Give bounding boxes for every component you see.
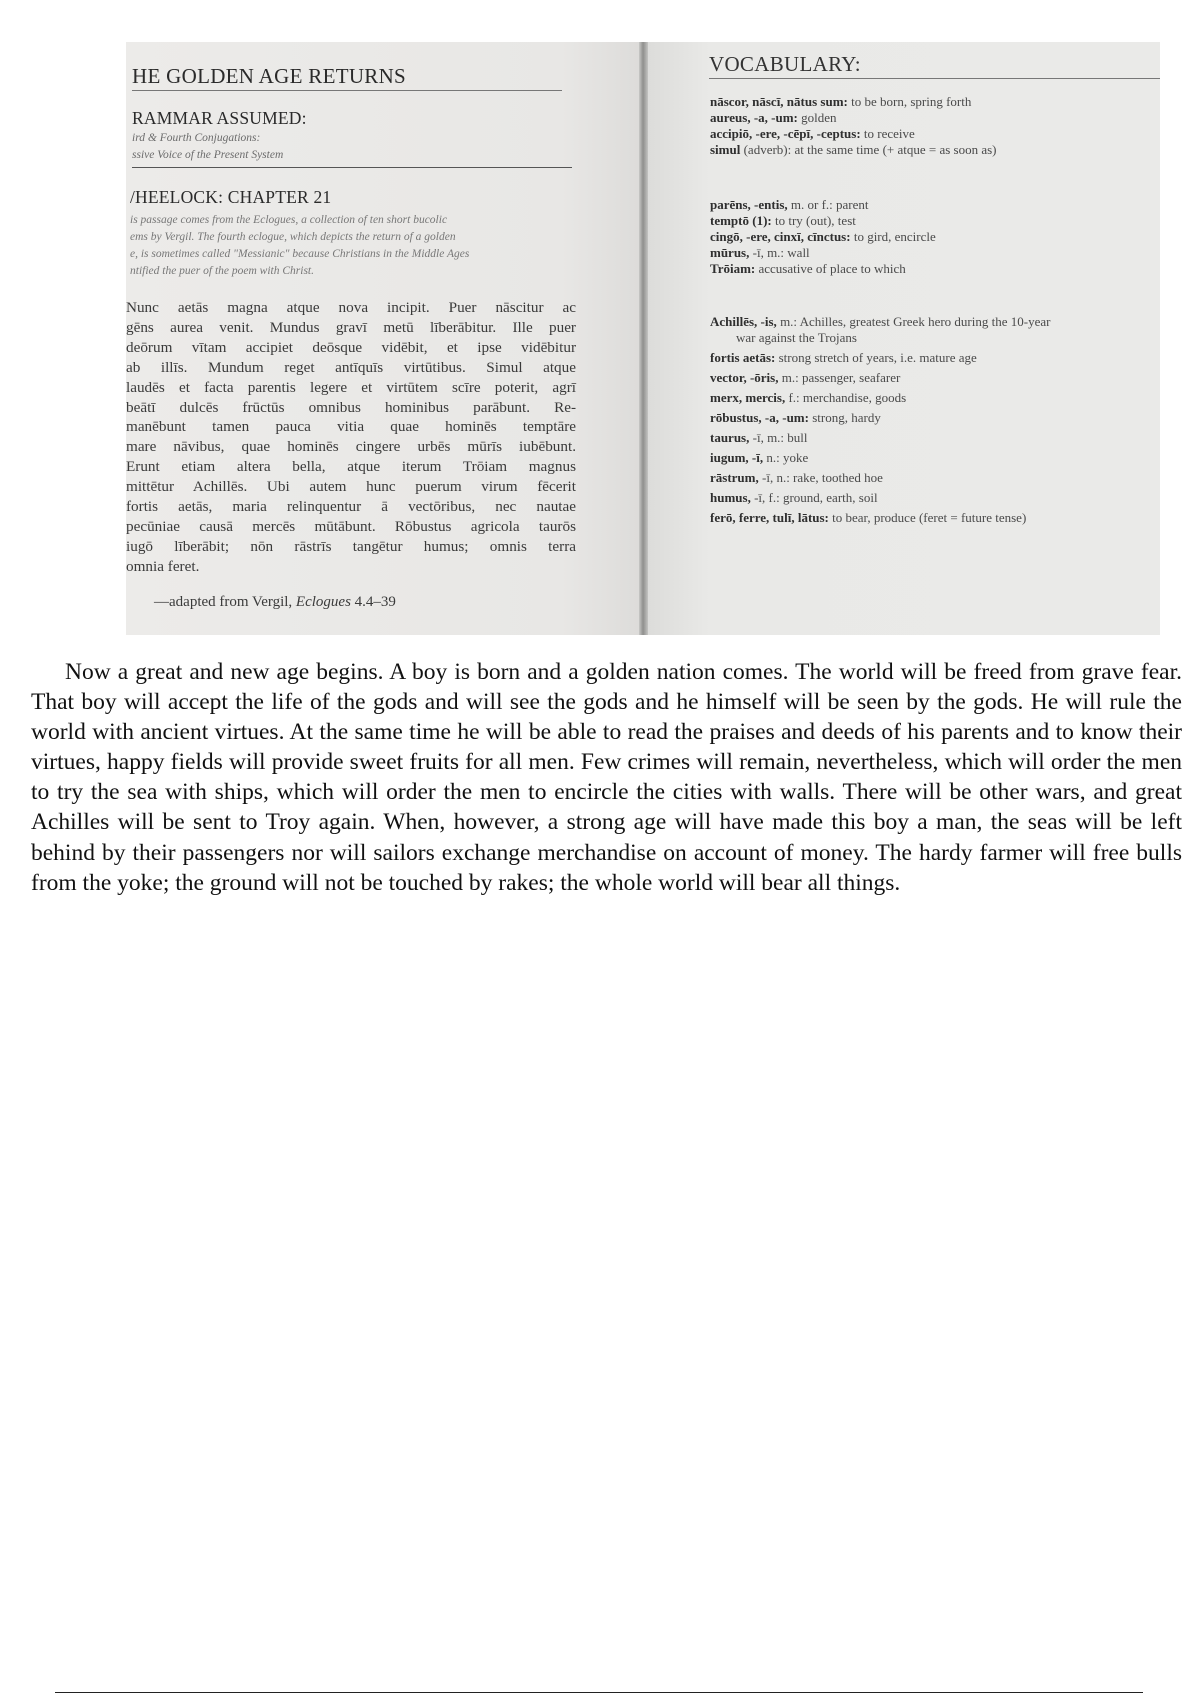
vocab-definition: golden xyxy=(797,110,837,125)
vocab-headword: aureus, -a, -um: xyxy=(710,110,798,125)
vocab-headword: Achillēs, -is, xyxy=(710,314,777,329)
vocab-definition: to be born, spring forth xyxy=(847,94,972,109)
vocabulary-entry xyxy=(710,229,1150,245)
latin-passage xyxy=(126,298,576,577)
latin-line: manēbunt tamen pauca vitia quae hominēs temptāre xyxy=(126,418,576,436)
citation-prefix: —adapted from Vergil, xyxy=(154,594,296,610)
vocabulary-rule xyxy=(709,78,1160,79)
vocabulary-entry xyxy=(710,245,1150,261)
vocab-headword: temptō (1): xyxy=(710,213,772,228)
vocabulary-entry xyxy=(710,470,1150,486)
vocab-headword: mūrus, xyxy=(710,245,750,260)
vocab-headword: ferō, ferre, tulī, lātus: xyxy=(710,510,829,525)
vocabulary-entry xyxy=(710,110,1150,126)
latin-line: laudēs et facta parentis legere et virtūtem scīre poterit, agrī xyxy=(126,378,576,396)
vocab-definition: f.: merchandise, goods xyxy=(785,390,907,405)
left-page xyxy=(126,42,639,635)
latin-line: fortis aetās, maria relinquentur ā vectōribus, nec nautae xyxy=(126,498,576,516)
vocab-headword: merx, mercis, xyxy=(710,390,786,405)
right-page xyxy=(648,42,1160,635)
textbook-photo xyxy=(126,42,1160,635)
vocab-headword: nāscor, nāscī, nātus sum: xyxy=(710,94,848,109)
vocab-definition: n.: yoke xyxy=(763,450,809,465)
vocab-headword: humus, xyxy=(710,490,751,505)
intro-line: ntified the puer of the poem with Christ. xyxy=(130,265,314,277)
vocab-definition-continued: war against the Trojans xyxy=(736,330,857,345)
vocab-headword: simul xyxy=(710,142,741,157)
vocab-definition: -ī, n.: rake, toothed hoe xyxy=(758,470,883,485)
vocab-headword: rāstrum, xyxy=(710,470,759,485)
book-spine xyxy=(639,42,648,635)
vocabulary-entry xyxy=(710,390,1150,406)
latin-line: ab illīs. Mundum reget antīquīs virtūtibus. Simul atque xyxy=(126,358,576,376)
section-rule xyxy=(132,167,572,168)
citation-work: Eclogues xyxy=(295,594,351,610)
vocab-definition: to receive xyxy=(860,126,915,141)
vocab-headword: fortis aetās: xyxy=(710,350,776,365)
latin-line: mittētur Achillēs. Ubi autem hunc puerum virum fēcerit xyxy=(126,478,576,496)
latin-line: gēns aurea venit. Mundus gravī metū līberābitur. Ille puer xyxy=(126,318,576,336)
vocab-definition: m.: Achilles, greatest Greek hero during the 10-year xyxy=(776,314,1051,329)
citation-lines: 4.4–39 xyxy=(350,594,396,610)
latin-line: Erunt etiam altera bella, atque iterum Trōiam magnus xyxy=(126,458,576,476)
vocabulary-entry xyxy=(710,142,1150,158)
vocabulary-entry xyxy=(710,94,1150,110)
page-title: HE GOLDEN AGE RETURNS xyxy=(132,64,407,88)
vocab-definition: accusative of place to which xyxy=(755,261,906,276)
grammar-item: ird & Fourth Conjugations: xyxy=(132,132,261,144)
vocab-definition: -ī, m.: wall xyxy=(749,245,810,260)
vocabulary-entry xyxy=(710,430,1150,446)
vocab-definition: to try (out), test xyxy=(771,213,856,228)
vocabulary-entry xyxy=(710,213,1150,229)
intro-line: ems by Vergil. The fourth eclogue, which depicts the return of a golden xyxy=(130,231,456,243)
vocab-headword: taurus, xyxy=(710,430,750,445)
english-translation: Now a great and new age begins. A boy is born and a golden nation comes. The world will be freed from grave fear. That boy will accept the life of the gods and will see the gods and he himself will be seen by the gods. He will rule the world with ancient virtues. At the same time he will be able to read the praises and deeds of his parents and to know their virtues, happy fields will provide sweet fruits for all men. Few crimes will remain, nevertheless, which will order the men to try the sea with ships, which will order the men to encircle the cities with walls. There will be other wars, and great Achilles will be sent to Troy again. When, however, a strong age will have made this boy a man, the seas will be left behind by their passengers nor will sailors exchange merchandise on account of money. The hardy farmer will free bulls from the yoke; the ground will not be touched by rakes; the whole world will bear all things. xyxy=(31,659,1182,896)
vocabulary-title: VOCABULARY: xyxy=(709,52,861,76)
grammar-heading: RAMMAR ASSUMED: xyxy=(132,108,307,128)
vocabulary-entry xyxy=(710,450,1150,466)
vocab-headword: cingō, -ere, cinxī, cīnctus: xyxy=(710,229,851,244)
latin-line: Nunc aetās magna atque nova incipit. Puer nāscitur ac xyxy=(126,299,576,316)
vocab-definition: (adverb): at the same time (+ atque = as soon as) xyxy=(740,142,997,157)
grammar-item: ssive Voice of the Present System xyxy=(132,149,284,161)
vocab-headword: Trōiam: xyxy=(710,261,756,276)
vocab-definition: m.: passenger, seafarer xyxy=(778,370,901,385)
vocab-definition: to bear, produce (feret = future tense) xyxy=(828,510,1027,525)
vocab-headword: parēns, -entis, xyxy=(710,197,788,212)
latin-line: pecūniae causā mercēs mūtābunt. Rōbustus agricola taurōs xyxy=(126,517,576,535)
passage-introduction xyxy=(130,212,469,280)
latin-line: deōrum vītam accipiet deōsque vidēbit, et ipse vidēbitur xyxy=(126,338,576,356)
vocab-headword: accipiō, -ere, -cēpī, -ceptus: xyxy=(710,126,861,141)
intro-line: is passage comes from the Eclogues, a collection of ten short bucolic xyxy=(130,214,448,226)
vocab-definition: m. or f.: parent xyxy=(787,197,869,212)
vocabulary-entry xyxy=(710,197,1150,213)
vocab-definition: strong stretch of years, i.e. mature age xyxy=(775,350,977,365)
vocabulary-entry xyxy=(710,370,1150,386)
vocab-headword: rōbustus, -a, -um: xyxy=(710,410,809,425)
vocab-headword: iugum, -ī, xyxy=(710,450,764,465)
latin-line: beātī dulcēs frūctūs omnibus hominibus parābunt. Re- xyxy=(126,398,576,416)
vocabulary-entry xyxy=(710,314,1150,346)
vocab-definition: strong, hardy xyxy=(808,410,881,425)
latin-line: mare nāvibus, quae hominēs cingere urbēs mūrīs iubēbunt. xyxy=(126,438,576,456)
vocabulary-entry xyxy=(710,126,1150,142)
latin-line: iugō līberābit; nōn rāstrīs tangētur humus; omnis terra xyxy=(126,537,576,555)
title-rule xyxy=(132,90,562,91)
vocabulary-entry xyxy=(710,490,1150,506)
vocab-definition: -ī, f.: ground, earth, soil xyxy=(750,490,878,505)
vocabulary-group xyxy=(710,197,1150,277)
vocabulary-entry xyxy=(710,261,1150,277)
vocabulary-entry xyxy=(710,350,1150,366)
vocab-definition: -ī, m.: bull xyxy=(749,430,808,445)
latin-line: omnia feret. xyxy=(126,557,200,575)
vocabulary-group xyxy=(710,94,1150,158)
chapter-heading: /HEELOCK: CHAPTER 21 xyxy=(130,187,332,207)
footer-rule xyxy=(55,1692,1143,1693)
vocabulary-group xyxy=(710,314,1150,526)
source-citation xyxy=(154,594,396,611)
vocabulary-entry xyxy=(710,410,1150,426)
vocab-headword: vector, -ōris, xyxy=(710,370,779,385)
vocabulary-entry xyxy=(710,510,1150,526)
vocab-definition: to gird, encircle xyxy=(850,229,936,244)
intro-line: e, is sometimes called "Messianic" because Christians in the Middle Ages xyxy=(130,248,470,260)
